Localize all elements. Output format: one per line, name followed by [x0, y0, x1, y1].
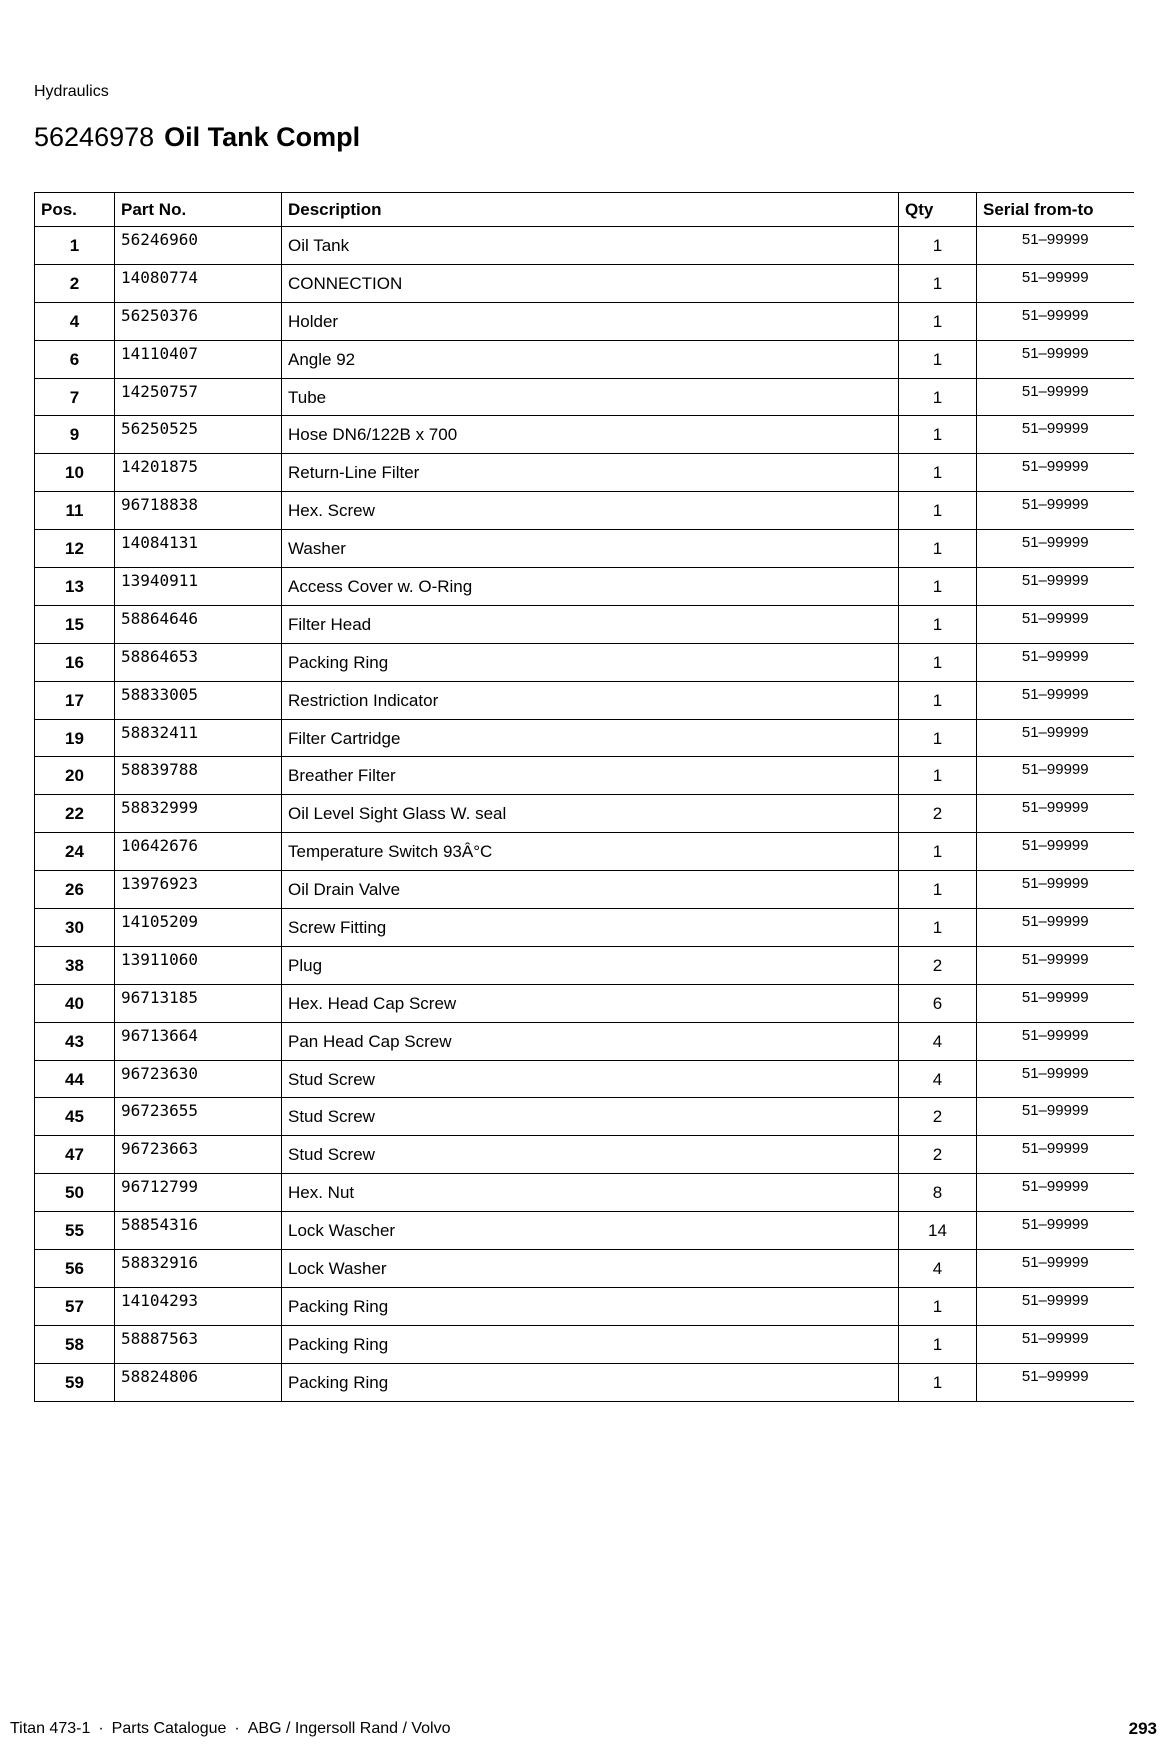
pos-cell: 24: [35, 833, 115, 871]
footer: [10, 1720, 451, 1738]
table-row: [35, 1060, 1134, 1098]
table-row: [35, 1250, 1134, 1288]
pos-cell: 13: [35, 568, 115, 606]
pos-cell: 59: [35, 1363, 115, 1401]
qty-cell: 4: [899, 1060, 977, 1098]
table-row: [35, 719, 1134, 757]
table-row: [35, 643, 1134, 681]
part-number-cell: 58839788: [115, 757, 282, 795]
description-cell: Stud Screw: [282, 1060, 899, 1098]
part-number-cell: 56246960: [115, 227, 282, 265]
table-row: [35, 302, 1134, 340]
serial-cell: 51–99999: [977, 1022, 1134, 1060]
part-number-cell: 14084131: [115, 530, 282, 568]
serial-cell: 51–99999: [977, 568, 1134, 606]
serial-cell: 51–99999: [977, 492, 1134, 530]
description-cell: Oil Tank: [282, 227, 899, 265]
description-cell: Angle 92: [282, 340, 899, 378]
pos-cell: 30: [35, 909, 115, 947]
serial-cell: 51–99999: [977, 340, 1134, 378]
header-description: Description: [282, 193, 899, 227]
pos-cell: 57: [35, 1287, 115, 1325]
assembly-name: Oil Tank Compl: [164, 122, 361, 152]
serial-cell: 51–99999: [977, 681, 1134, 719]
table-row: [35, 984, 1134, 1022]
part-number-cell: 58864646: [115, 605, 282, 643]
description-cell: Pan Head Cap Screw: [282, 1022, 899, 1060]
description-cell: Packing Ring: [282, 1325, 899, 1363]
qty-cell: 1: [899, 757, 977, 795]
description-cell: Tube: [282, 378, 899, 416]
pos-cell: 43: [35, 1022, 115, 1060]
part-number-cell: 56250525: [115, 416, 282, 454]
serial-cell: 51–99999: [977, 416, 1134, 454]
qty-cell: 1: [899, 1287, 977, 1325]
qty-cell: 1: [899, 264, 977, 302]
part-number-cell: 58824806: [115, 1363, 282, 1401]
pos-cell: 19: [35, 719, 115, 757]
table-row: [35, 1098, 1134, 1136]
serial-cell: 51–99999: [977, 719, 1134, 757]
part-number-cell: 13911060: [115, 946, 282, 984]
description-cell: Filter Head: [282, 605, 899, 643]
pos-cell: 6: [35, 340, 115, 378]
table-row: [35, 946, 1134, 984]
serial-cell: 51–99999: [977, 302, 1134, 340]
part-number-cell: 14080774: [115, 264, 282, 302]
qty-cell: 1: [899, 530, 977, 568]
part-number-cell: 58854316: [115, 1212, 282, 1250]
qty-cell: 1: [899, 302, 977, 340]
footer-separator: ·: [98, 1720, 104, 1737]
footer-doc: Parts Catalogue: [111, 1720, 227, 1737]
pos-cell: 4: [35, 302, 115, 340]
description-cell: Oil Level Sight Glass W. seal: [282, 795, 899, 833]
pos-cell: 55: [35, 1212, 115, 1250]
qty-cell: 1: [899, 1325, 977, 1363]
pos-cell: 7: [35, 378, 115, 416]
pos-cell: 22: [35, 795, 115, 833]
qty-cell: 1: [899, 681, 977, 719]
serial-cell: 51–99999: [977, 1325, 1134, 1363]
table-row: [35, 454, 1134, 492]
description-cell: Temperature Switch 93Â°C: [282, 833, 899, 871]
serial-cell: 51–99999: [977, 1250, 1134, 1288]
qty-cell: 1: [899, 1363, 977, 1401]
serial-cell: 51–99999: [977, 530, 1134, 568]
part-number-cell: 96723655: [115, 1098, 282, 1136]
qty-cell: 2: [899, 1136, 977, 1174]
description-cell: Packing Ring: [282, 643, 899, 681]
pos-cell: 17: [35, 681, 115, 719]
description-cell: Screw Fitting: [282, 909, 899, 947]
table-header-row: [35, 193, 1134, 227]
pos-cell: 26: [35, 871, 115, 909]
part-number-cell: 14250757: [115, 378, 282, 416]
serial-cell: 51–99999: [977, 378, 1134, 416]
serial-cell: 51–99999: [977, 984, 1134, 1022]
table-row: [35, 568, 1134, 606]
table-row: [35, 492, 1134, 530]
part-number-cell: 58833005: [115, 681, 282, 719]
qty-cell: 14: [899, 1212, 977, 1250]
table-row: [35, 681, 1134, 719]
pos-cell: 47: [35, 1136, 115, 1174]
pos-cell: 20: [35, 757, 115, 795]
part-number-cell: 96718838: [115, 492, 282, 530]
description-cell: Holder: [282, 302, 899, 340]
serial-cell: 51–99999: [977, 1060, 1134, 1098]
description-cell: Hose DN6/122B x 700: [282, 416, 899, 454]
section-heading: Hydraulics: [34, 83, 109, 100]
serial-cell: 51–99999: [977, 643, 1134, 681]
description-cell: Return-Line Filter: [282, 454, 899, 492]
table-row: [35, 227, 1134, 265]
description-cell: Filter Cartridge: [282, 719, 899, 757]
description-cell: Oil Drain Valve: [282, 871, 899, 909]
serial-cell: 51–99999: [977, 227, 1134, 265]
pos-cell: 16: [35, 643, 115, 681]
part-number-cell: 58832916: [115, 1250, 282, 1288]
qty-cell: 2: [899, 795, 977, 833]
serial-cell: 51–99999: [977, 1174, 1134, 1212]
part-number-cell: 96712799: [115, 1174, 282, 1212]
table-row: [35, 1363, 1134, 1401]
pos-cell: 1: [35, 227, 115, 265]
table-row: [35, 1212, 1134, 1250]
qty-cell: 1: [899, 605, 977, 643]
qty-cell: 6: [899, 984, 977, 1022]
part-number-cell: 96713185: [115, 984, 282, 1022]
qty-cell: 1: [899, 643, 977, 681]
pos-cell: 50: [35, 1174, 115, 1212]
pos-cell: 10: [35, 454, 115, 492]
footer-brand: ABG / Ingersoll Rand / Volvo: [247, 1720, 451, 1737]
serial-cell: 51–99999: [977, 833, 1134, 871]
pos-cell: 11: [35, 492, 115, 530]
serial-cell: 51–99999: [977, 871, 1134, 909]
description-cell: Restriction Indicator: [282, 681, 899, 719]
description-cell: Hex. Head Cap Screw: [282, 984, 899, 1022]
part-number-cell: 56250376: [115, 302, 282, 340]
page-title: [34, 122, 360, 153]
serial-cell: 51–99999: [977, 605, 1134, 643]
description-cell: Breather Filter: [282, 757, 899, 795]
table-row: [35, 378, 1134, 416]
assembly-number: 56246978: [34, 122, 155, 152]
table-row: [35, 795, 1134, 833]
part-number-cell: 14105209: [115, 909, 282, 947]
qty-cell: 4: [899, 1022, 977, 1060]
description-cell: Packing Ring: [282, 1287, 899, 1325]
pos-cell: 58: [35, 1325, 115, 1363]
table-row: [35, 1022, 1134, 1060]
description-cell: Stud Screw: [282, 1098, 899, 1136]
part-number-cell: 58832411: [115, 719, 282, 757]
serial-cell: 51–99999: [977, 1287, 1134, 1325]
part-number-cell: 13976923: [115, 871, 282, 909]
header-part-no: Part No.: [115, 193, 282, 227]
table-row: [35, 1174, 1134, 1212]
qty-cell: 1: [899, 871, 977, 909]
table-row: [35, 416, 1134, 454]
description-cell: CONNECTION: [282, 264, 899, 302]
serial-cell: 51–99999: [977, 1212, 1134, 1250]
part-number-cell: 58864653: [115, 643, 282, 681]
pos-cell: 56: [35, 1250, 115, 1288]
footer-separator: ·: [234, 1720, 240, 1737]
part-number-cell: 14110407: [115, 340, 282, 378]
serial-cell: 51–99999: [977, 1363, 1134, 1401]
header-serial: Serial from-to: [977, 193, 1134, 227]
serial-cell: 51–99999: [977, 757, 1134, 795]
page-number: 293: [1128, 1719, 1157, 1738]
description-cell: Plug: [282, 946, 899, 984]
serial-cell: 51–99999: [977, 1098, 1134, 1136]
qty-cell: 1: [899, 378, 977, 416]
description-cell: Hex. Screw: [282, 492, 899, 530]
table-row: [35, 871, 1134, 909]
serial-cell: 51–99999: [977, 795, 1134, 833]
pos-cell: 38: [35, 946, 115, 984]
qty-cell: 1: [899, 416, 977, 454]
table-row: [35, 264, 1134, 302]
serial-cell: 51–99999: [977, 264, 1134, 302]
qty-cell: 1: [899, 719, 977, 757]
table-row: [35, 757, 1134, 795]
description-cell: Lock Wascher: [282, 1212, 899, 1250]
pos-cell: 12: [35, 530, 115, 568]
pos-cell: 40: [35, 984, 115, 1022]
qty-cell: 1: [899, 568, 977, 606]
serial-cell: 51–99999: [977, 1136, 1134, 1174]
qty-cell: 2: [899, 946, 977, 984]
pos-cell: 44: [35, 1060, 115, 1098]
serial-cell: 51–99999: [977, 946, 1134, 984]
qty-cell: 1: [899, 833, 977, 871]
parts-table-body: [35, 227, 1134, 1402]
header-qty: Qty: [899, 193, 977, 227]
description-cell: Hex. Nut: [282, 1174, 899, 1212]
parts-table: [34, 192, 1134, 1402]
part-number-cell: 14201875: [115, 454, 282, 492]
part-number-cell: 58832999: [115, 795, 282, 833]
table-row: [35, 909, 1134, 947]
part-number-cell: 10642676: [115, 833, 282, 871]
qty-cell: 1: [899, 227, 977, 265]
serial-cell: 51–99999: [977, 909, 1134, 947]
part-number-cell: 96723630: [115, 1060, 282, 1098]
description-cell: Access Cover w. O-Ring: [282, 568, 899, 606]
part-number-cell: 96713664: [115, 1022, 282, 1060]
part-number-cell: 14104293: [115, 1287, 282, 1325]
description-cell: Packing Ring: [282, 1363, 899, 1401]
part-number-cell: 58887563: [115, 1325, 282, 1363]
description-cell: Lock Washer: [282, 1250, 899, 1288]
header-pos: Pos.: [35, 193, 115, 227]
serial-cell: 51–99999: [977, 454, 1134, 492]
qty-cell: 1: [899, 454, 977, 492]
table-row: [35, 833, 1134, 871]
pos-cell: 9: [35, 416, 115, 454]
qty-cell: 4: [899, 1250, 977, 1288]
pos-cell: 2: [35, 264, 115, 302]
pos-cell: 45: [35, 1098, 115, 1136]
qty-cell: 2: [899, 1098, 977, 1136]
table-row: [35, 1287, 1134, 1325]
qty-cell: 1: [899, 340, 977, 378]
pos-cell: 15: [35, 605, 115, 643]
table-row: [35, 1136, 1134, 1174]
table-row: [35, 340, 1134, 378]
qty-cell: 1: [899, 492, 977, 530]
table-row: [35, 605, 1134, 643]
qty-cell: 1: [899, 909, 977, 947]
description-cell: Stud Screw: [282, 1136, 899, 1174]
table-row: [35, 1325, 1134, 1363]
footer-model: Titan 473-1: [10, 1720, 91, 1737]
table-row: [35, 530, 1134, 568]
part-number-cell: 13940911: [115, 568, 282, 606]
qty-cell: 8: [899, 1174, 977, 1212]
description-cell: Washer: [282, 530, 899, 568]
part-number-cell: 96723663: [115, 1136, 282, 1174]
